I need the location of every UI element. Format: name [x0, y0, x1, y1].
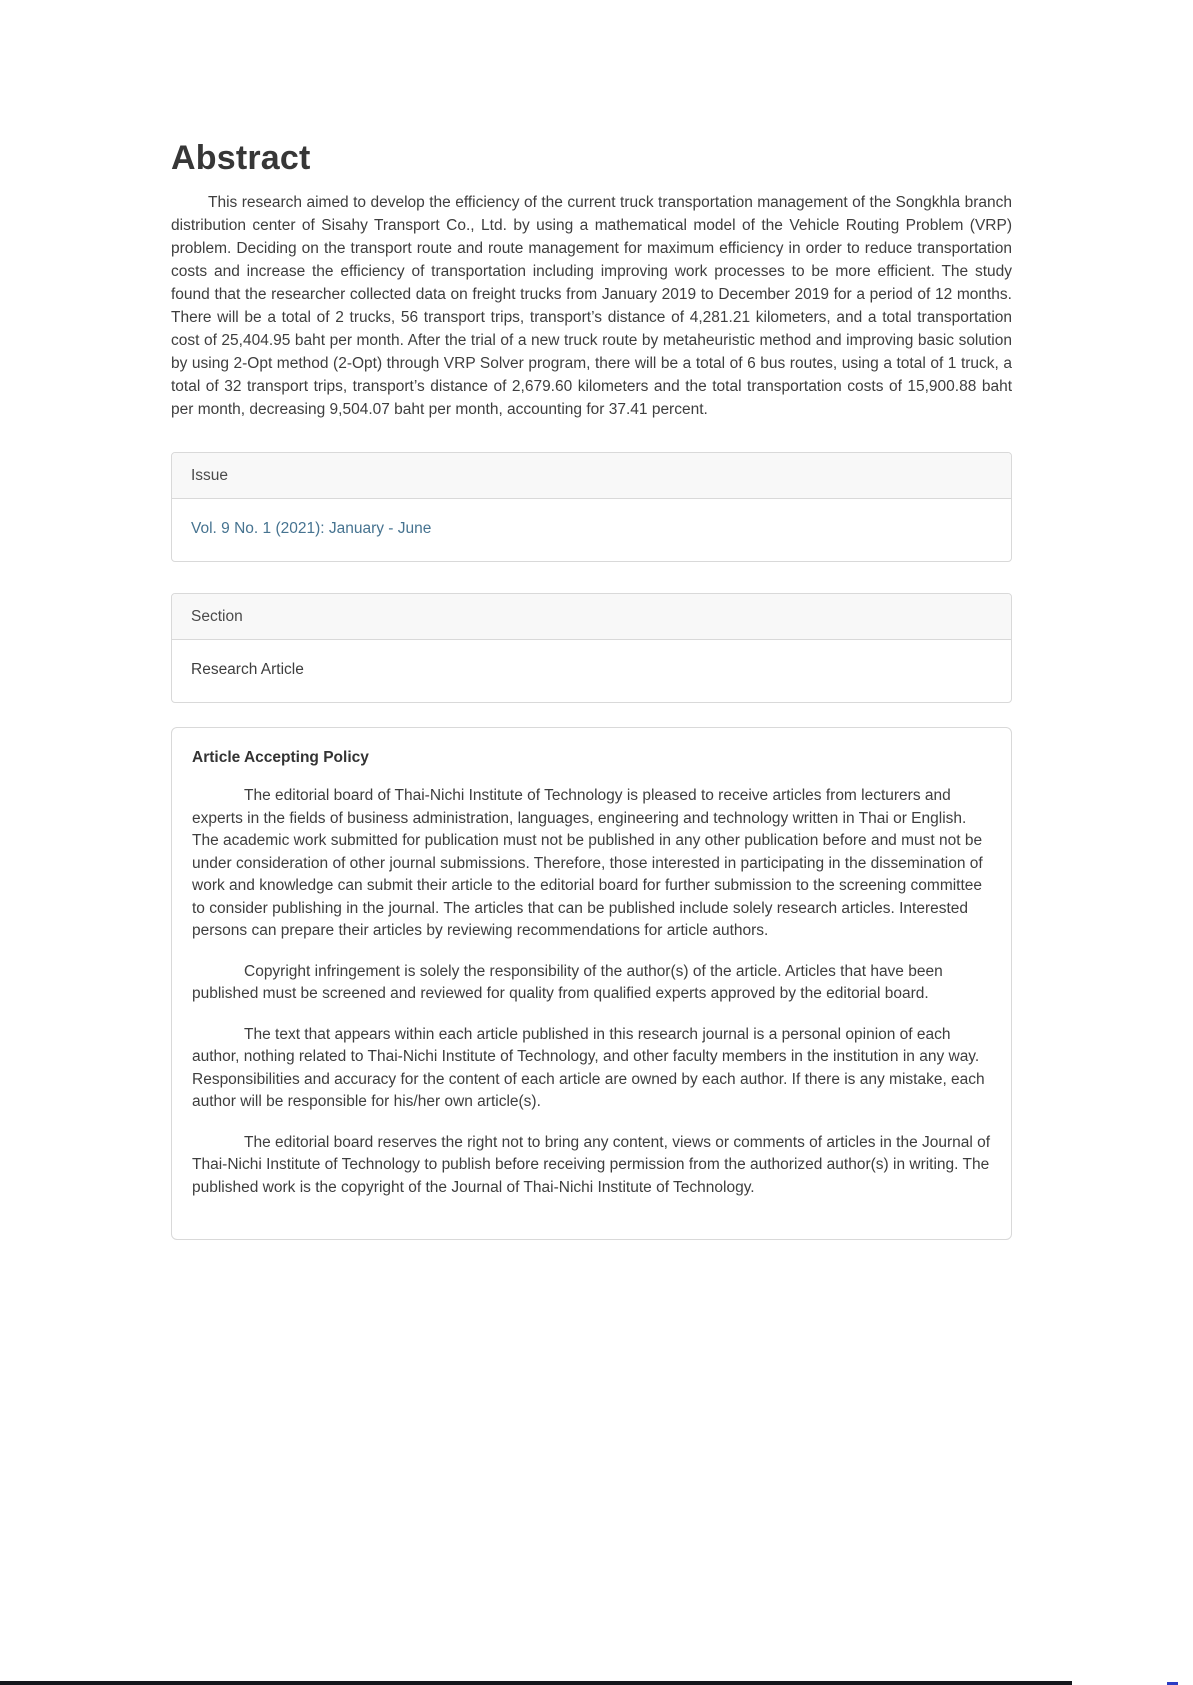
issue-panel — [171, 452, 1012, 562]
policy-panel — [171, 727, 1012, 1240]
section-panel — [171, 593, 1012, 703]
footer-bar — [0, 1681, 1072, 1685]
section-value: Research Article — [191, 661, 304, 678]
content-column — [171, 0, 1012, 1240]
policy-paragraph-2: Copyright infringement is solely the responsibility of the author(s) of the article. Articles that have been published must be screened and reviewed for quality from qualified experts approved by the editorial board. — [192, 962, 943, 1002]
section-panel-header — [172, 594, 1011, 640]
policy-paragraph-1: The editorial board of Thai-Nichi Institute of Technology is pleased to receive articles from lecturers and experts in the fields of business administration, languages, engineering and technology written in Thai or English. The academic work submitted for publication must not be published in any other publication before and must not be under consideration of other journal submissions. Therefore, those interested in participating in the dissemination of work and knowledge can submit their article to the editorial board for further submission to the screening committee to consider publishing in the journal. The articles that can be published include solely research articles. Interested persons can prepare their articles by reviewing recommendations for article authors. — [192, 787, 983, 939]
issue-panel-body — [172, 499, 1011, 561]
issue-panel-header — [172, 453, 1011, 499]
policy-heading: Article Accepting Policy — [192, 749, 369, 766]
abstract-text: This research aimed to develop the efficiency of the current truck transportation management of the Songkhla branch distribution center of Sisahy Transport Co., Ltd. by using a mathematical model of the Vehicle Routing Problem (VRP) problem. Deciding on the transport route and route management for maximum efficiency in order to reduce transportation costs and increase the efficiency of transportation including improving work processes to be more efficient. The study found that the researcher collected data on freight trucks from January 2019 to December 2019 for a period of 12 months. There will be a total of 2 trucks, 56 transport trips, transport’s distance of 4,281.21 kilometers, and a total transportation cost of 25,404.95 baht per month. After the trial of a new truck route by metaheuristic method and improving basic solution by using 2-Opt method (2-Opt) through VRP Solver program, there will be a total of 6 bus routes, using a total of 1 truck, a total of 32 transport trips, transport’s distance of 2,679.60 kilometers and the total transportation costs of 15,900.88 baht per month, decreasing 9,504.07 baht per month, accounting for 37.41 percent. — [171, 194, 1012, 418]
section-panel-body — [172, 640, 1011, 702]
policy-paragraph-4: The editorial board reserves the right not to bring any content, views or comments of articles in the Journal of Thai-Nichi Institute of Technology to publish before receiving permission from the authorized author(s) in writing. The published work is the copyright of the Journal of Thai-Nichi Institute of Technology. — [192, 1133, 991, 1196]
issue-link[interactable]: Vol. 9 No. 1 (2021): January - June — [191, 520, 432, 537]
issue-label: Issue — [191, 467, 229, 484]
section-label: Section — [191, 608, 243, 625]
policy-paragraph-3: The text that appears within each article published in this research journal is a personal opinion of each author, nothing related to Thai-Nichi Institute of Technology, and other faculty members in the institution in any way. Responsibilities and accuracy for the content of each article are owned by each author. If there is any mistake, each author will be responsible for his/her own article(s). — [192, 1025, 985, 1110]
abstract-heading: Abstract — [171, 139, 311, 177]
